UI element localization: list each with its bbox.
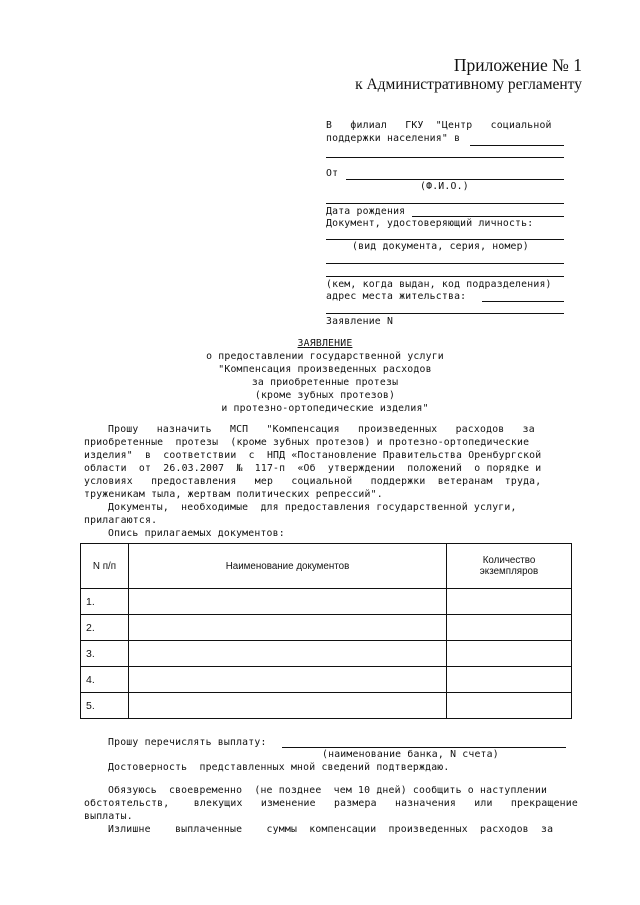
title-line-2: "Компенсация произведенных расходов <box>218 364 432 375</box>
document-name-cell[interactable] <box>129 667 447 693</box>
fio-hint: (Ф.И.О.) <box>420 181 469 192</box>
appendix-subtitle: к Административному регламенту <box>355 76 582 93</box>
overpaid-line-1: Излишне выплаченные суммы компенсации произведенных расходов за <box>108 824 554 835</box>
id-document-label: Документ, удостоверяющий личность: <box>326 218 534 229</box>
table-row <box>81 615 572 641</box>
row-number: 4. <box>81 667 129 693</box>
application-heading: ЗАЯВЛЕНИЕ <box>297 338 353 349</box>
birth-date-field[interactable] <box>412 216 564 217</box>
table-row <box>81 641 572 667</box>
table-row <box>81 667 572 693</box>
reliability-statement: Достоверность представленных мной сведений подтверждаю. <box>108 762 450 773</box>
title-line-5: и протезно-ортопедические изделия" <box>221 403 429 414</box>
request-line-2: приобретенные протезы (кроме зубных протезов) и протезно-ортопедические <box>84 437 530 448</box>
addressee-line-1: В филиал ГКУ "Центр социальной <box>326 120 552 131</box>
birth-date-label: Дата рождения <box>326 206 406 217</box>
quantity-cell[interactable] <box>447 667 572 693</box>
appendix-title: Приложение № 1 <box>453 55 582 75</box>
header-quantity <box>447 544 572 589</box>
request-line-5: условиях предоставления мер социальной поддержки ветеранам труда, <box>84 476 542 487</box>
header-quantity-l1: Количество <box>482 555 536 566</box>
table-row <box>81 589 572 615</box>
quantity-cell[interactable] <box>447 615 572 641</box>
document-name-cell[interactable] <box>129 615 447 641</box>
obligation-line-2: обстоятельств, влекущих изменение размера назначения или прекращение <box>84 798 578 809</box>
issued-by-field[interactable] <box>326 263 564 264</box>
request-line-6: труженикам тыла, жертвам политических репрессий". <box>84 489 383 500</box>
header-name: Наименование документов <box>129 544 447 589</box>
row-number: 3. <box>81 641 129 667</box>
obligation-line-1: Обязуюсь своевременно (не позднее чем 10 дней) сообщить о наступлении <box>108 785 548 796</box>
documents-table <box>80 543 572 719</box>
request-line-1: Прошу назначить МСП "Компенсация произведенных расходов за <box>108 424 535 435</box>
documents-line-2: прилагаются. <box>84 515 158 526</box>
document-name-cell[interactable] <box>129 589 447 615</box>
application-number-label: Заявление N <box>326 316 394 327</box>
payment-field[interactable] <box>282 747 566 748</box>
address-field[interactable] <box>482 301 564 302</box>
fio-line-2[interactable] <box>326 203 564 204</box>
issued-by-field-2[interactable] <box>326 276 564 277</box>
id-document-field[interactable] <box>326 239 564 240</box>
bank-hint: (наименование банка, N счета) <box>322 749 499 760</box>
address-field-2[interactable] <box>326 313 564 314</box>
request-line-3: изделия" в соответствии с НПД «Постановление Правительства Оренбургской <box>84 450 542 461</box>
region-underline <box>470 145 564 146</box>
row-number: 2. <box>81 615 129 641</box>
table-row <box>81 693 572 719</box>
documents-line-1: Документы, необходимые для предоставления государственной услуги, <box>108 502 517 513</box>
obligation-line-3: выплаты. <box>84 811 133 822</box>
row-number: 1. <box>81 589 129 615</box>
address-label: адрес места жительства: <box>326 291 467 302</box>
title-line-3: за приобретенные протезы <box>251 377 399 388</box>
region-line-2 <box>326 157 564 158</box>
header-quantity-l2: экземпляров <box>479 566 539 577</box>
row-number: 5. <box>81 693 129 719</box>
inventory-label: Опись прилагаемых документов: <box>108 528 285 539</box>
payment-label: Прошу перечислять выплату: <box>108 737 267 748</box>
quantity-cell[interactable] <box>447 693 572 719</box>
title-line-1: о предоставлении государственной услуги <box>206 351 444 362</box>
document-name-cell[interactable] <box>129 693 447 719</box>
issued-by-hint: (кем, когда выдан, код подразделения) <box>326 279 552 290</box>
from-field[interactable] <box>346 179 564 180</box>
addressee-line-2: поддержки населения" в <box>326 133 461 144</box>
quantity-cell[interactable] <box>447 641 572 667</box>
header-num: N п/п <box>81 544 129 589</box>
table-header-row <box>81 544 572 589</box>
document-name-cell[interactable] <box>129 641 447 667</box>
title-line-4: (кроме зубных протезов) <box>254 390 396 401</box>
request-line-4: области от 26.03.2007 № 117-п «Об утверждении положений о порядке и <box>84 463 542 474</box>
quantity-cell[interactable] <box>447 589 572 615</box>
from-label: От <box>326 168 339 179</box>
id-document-hint: (вид документа, серия, номер) <box>352 241 529 252</box>
